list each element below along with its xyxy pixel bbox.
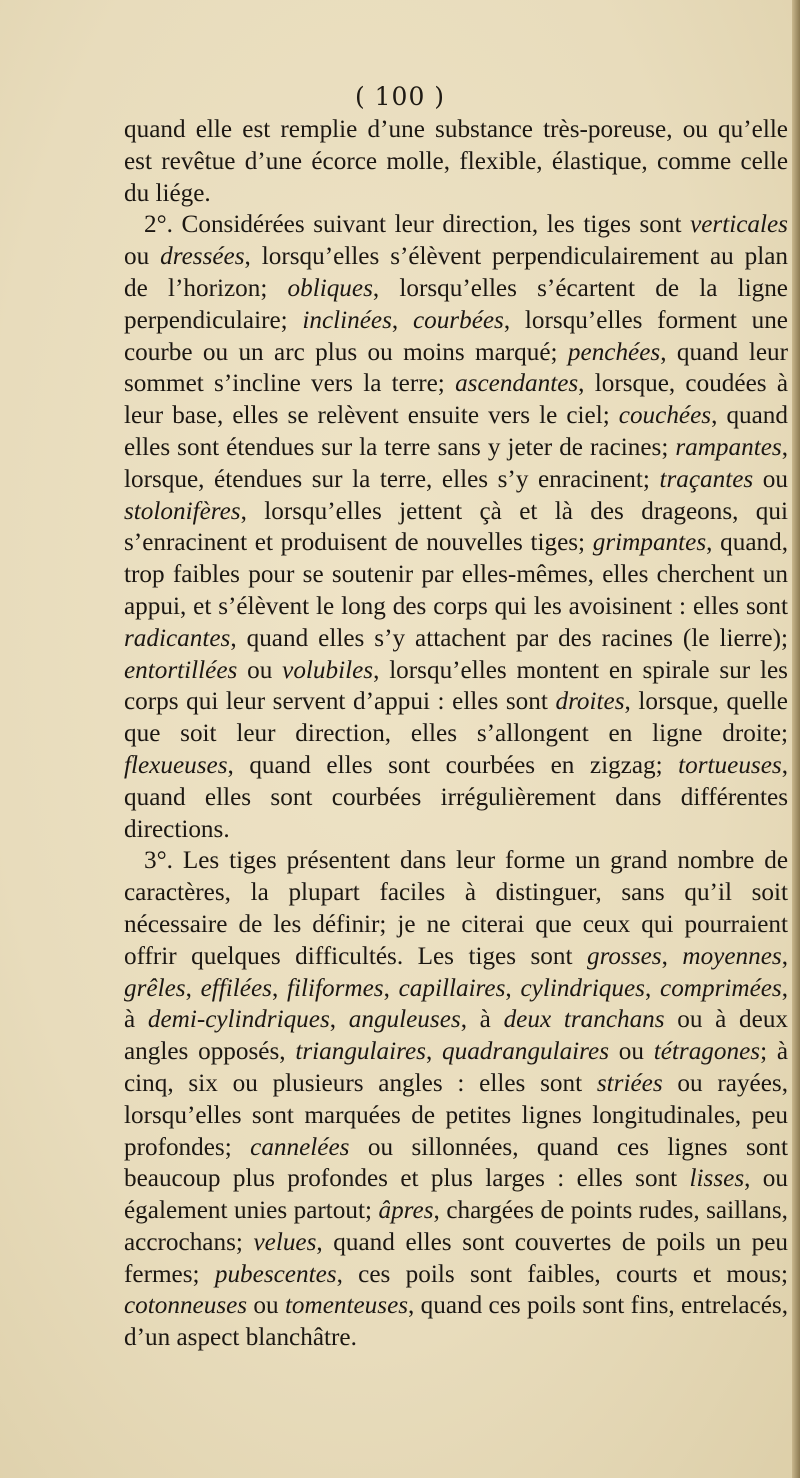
- page-edge: [792, 0, 800, 1478]
- italic-term: capillaires: [398, 974, 506, 1002]
- page-number: ( 100 ): [354, 82, 446, 111]
- text-run: , lorsque, étendues sur la terre, elles s’y enracinent;: [124, 433, 788, 493]
- italic-term: âpres: [378, 1197, 434, 1225]
- text-run: , ces poils sont faibles, courts et mous;: [336, 1260, 788, 1288]
- text-run: ou: [609, 1038, 654, 1066]
- text-run: ou à deux angles opposés,: [124, 1006, 789, 1066]
- italic-term: stolonifères: [124, 497, 241, 525]
- text-run: , lorsque, coudées à leur base, elles se relèvent ensuite vers le ciel;: [124, 370, 788, 430]
- italic-term: traçantes: [659, 465, 754, 493]
- italic-term: droites: [555, 688, 625, 716]
- text-run: , quand leur sommet s’incline vers la terre;: [124, 338, 788, 398]
- italic-term: moyennes: [682, 942, 782, 970]
- text-run: , lorsqu’elles forment une courbe ou un arc plus ou moins marqué;: [124, 306, 788, 366]
- italic-term: filiformes: [287, 974, 384, 1002]
- italic-term: ascendantes: [455, 370, 579, 398]
- italic-term: tétragones: [653, 1038, 761, 1066]
- italic-term: entortillées: [124, 656, 238, 684]
- italic-term: lisses: [689, 1165, 745, 1193]
- paragraph-1: [124, 114, 788, 209]
- text-run: , ou également unies partout;: [124, 1165, 788, 1225]
- italic-term: couchées: [618, 402, 712, 430]
- italic-term: courbées: [412, 306, 504, 334]
- italic-term: flexueuses: [124, 751, 228, 779]
- text-run: , quand elles sont étendues sur la terre sans y jeter de racines;: [124, 402, 788, 461]
- italic-term: striées: [596, 1069, 663, 1097]
- text-run: , quand elles sont couvertes de poils un peu fermes;: [124, 1228, 788, 1288]
- italic-term: cylindriques: [520, 974, 645, 1002]
- text-run: ,: [781, 942, 788, 970]
- paragraph-3: [124, 845, 788, 1354]
- text-run: 2°. Considérées suivant leur direction, les tiges sont: [144, 211, 691, 239]
- italic-term: cannelées: [250, 1133, 350, 1161]
- italic-term: deux tranchans: [503, 1006, 665, 1034]
- text-run: ou sillonnées, quand ces lignes sont beaucoup plus profondes et plus larges : elles sont: [124, 1133, 788, 1193]
- italic-term: grimpantes: [592, 529, 707, 557]
- text-run: ou: [247, 1292, 285, 1320]
- text-run: , lorsqu’elles s’élèvent perpendiculairement au plan de l’horizon;: [124, 243, 789, 302]
- italic-term: comprimées: [660, 974, 782, 1002]
- text-run: , lorsqu’elles s’écartent de la ligne perpendiculaire;: [124, 274, 788, 334]
- italic-term: demi-cylindriques: [147, 1006, 330, 1034]
- italic-term: grêles: [124, 974, 186, 1002]
- italic-term: effilées: [200, 974, 272, 1002]
- italic-term: radicantes: [124, 624, 231, 652]
- italic-term: triangulaires: [295, 1038, 426, 1066]
- italic-term: obliques: [287, 274, 373, 302]
- paragraph-2: [124, 209, 788, 845]
- text-run: , quand elles s’y attachent par des racines (le lierre);: [230, 624, 788, 652]
- text-run: ,: [329, 1006, 349, 1034]
- body-text: [124, 114, 788, 1354]
- italic-term: inclinées: [302, 306, 392, 334]
- text-run: 3°. Les tiges présentent dans leur forme un grand nombre de caractères, la plupart faciles à distinguer, sans qu’il soit nécessaire de les définir; je ne citerai que ceux qui pourraient offrir quelques difficultés. Les tiges sont: [124, 847, 788, 970]
- italic-term: pubescentes: [214, 1260, 337, 1288]
- italic-term: tomenteuses: [284, 1292, 409, 1320]
- text-run: quand elle est remplie d’une substance très-poreuse, ou qu’elle est revêtue d’une écorce molle, flexible, élastique, comme celle du liége.: [124, 116, 788, 207]
- italic-term: quadrangulaires: [442, 1038, 610, 1066]
- italic-term: tortueuses: [678, 751, 782, 779]
- text-run: ,: [661, 942, 683, 970]
- italic-term: grosses: [586, 942, 662, 970]
- text-run: ou: [124, 243, 161, 271]
- text-run: , quand elles sont courbées irrégulièrement dans différentes directions.: [124, 751, 788, 843]
- italic-term: penchées: [567, 338, 661, 366]
- text-run: ; à cinq, six ou plusieurs angles : elles sont: [124, 1038, 788, 1097]
- italic-term: anguleuses: [348, 1006, 461, 1034]
- italic-term: velues: [253, 1228, 317, 1256]
- italic-term: dressées: [160, 243, 245, 271]
- text-run: ,: [505, 974, 521, 1002]
- text-run: , quand ces poils sont fins, entrelacés, d’un aspect blanchâtre.: [124, 1292, 788, 1352]
- italic-term: cotonneuses: [124, 1292, 248, 1320]
- text-run: , lorsqu’elles jettent çà et là des drageons, qui s’enracinent et produisent de nouvelles tiges;: [124, 497, 788, 557]
- text-run: ou rayées, lorsqu’elles sont marquées de petites lignes longitudinales, peu profondes;: [124, 1069, 788, 1161]
- text-run: ,: [383, 974, 399, 1002]
- italic-term: verticales: [690, 211, 788, 239]
- text-run: ,: [271, 974, 287, 1002]
- text-run: , quand elles sont courbées en zigzag;: [227, 751, 679, 779]
- text-run: , chargées de points rudes, saillans, accrochans;: [124, 1197, 788, 1256]
- text-run: , à: [460, 1006, 504, 1034]
- text-run: , lorsque, quelle que soit leur direction, elles s’allongent en ligne droite;: [124, 688, 788, 748]
- text-run: ou: [237, 656, 283, 684]
- text-run: , quand, trop faibles pour se soutenir par elles-mêmes, elles cherchent un appui, et s’élèvent le long des corps qui les avoisinent : elles sont: [124, 529, 788, 620]
- text-run: , à: [124, 974, 789, 1034]
- text-run: ,: [391, 306, 413, 334]
- text-run: ,: [185, 974, 201, 1002]
- text-run: ,: [425, 1038, 443, 1066]
- text-run: , lorsqu’elles montent en spirale sur les corps qui leur servent d’appui : elles sont: [124, 656, 788, 716]
- text-run: ,: [644, 974, 661, 1002]
- italic-term: rampantes: [675, 433, 782, 461]
- text-run: ou: [753, 465, 788, 493]
- italic-term: volubiles: [282, 656, 374, 684]
